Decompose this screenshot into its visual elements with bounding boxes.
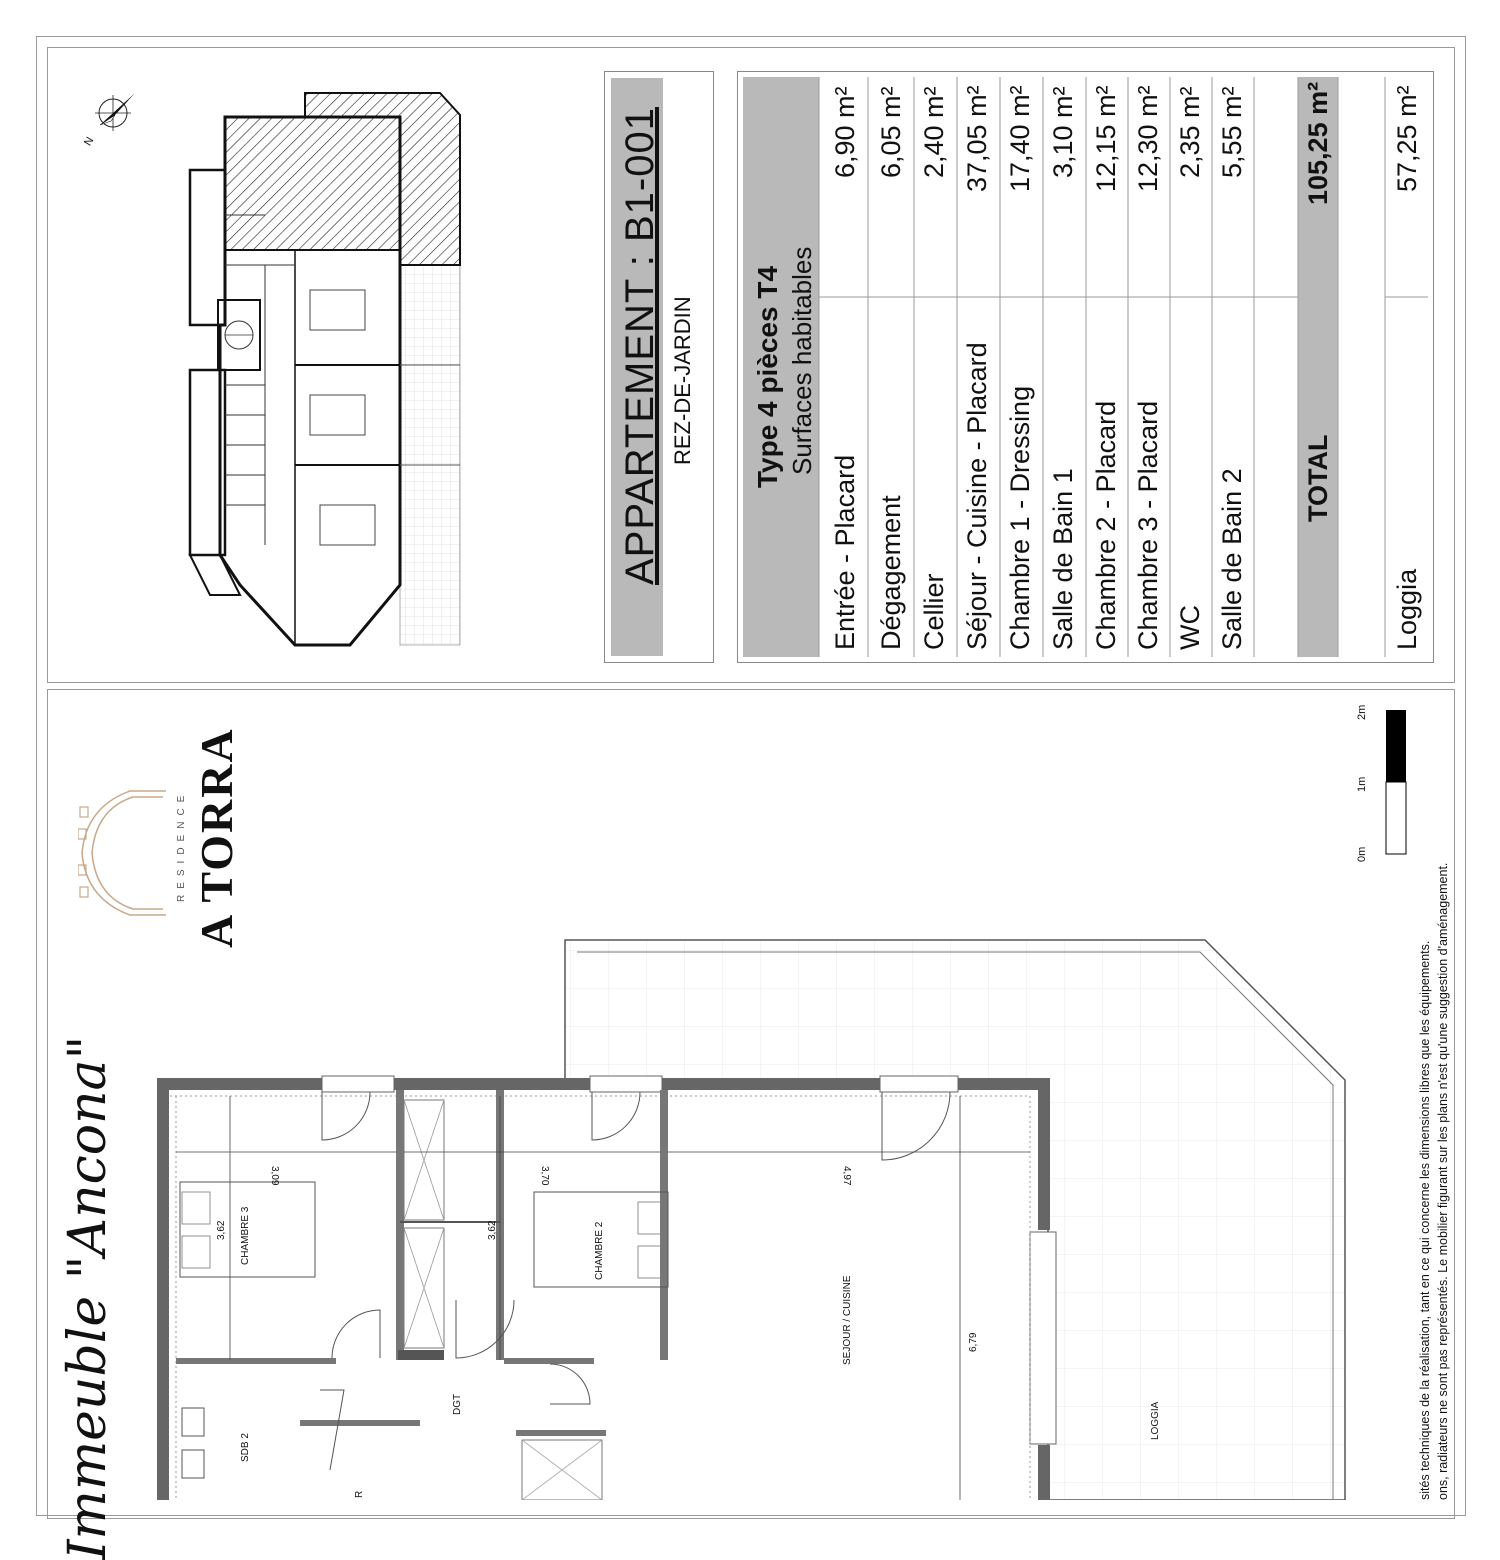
row-value-entree: 6,90 m² [830, 86, 860, 178]
row-label-sdb1: Salle de Bain 1 [1048, 468, 1078, 650]
row-label-cellier: Cellier [919, 573, 949, 650]
row-label-entree: Entrée - Placard [830, 454, 860, 650]
scale-label-0m: 0m [1356, 846, 1368, 862]
row-value-sejour: 37,05 m² [962, 85, 992, 192]
row-label-sejour: Séjour - Cuisine - Placard [962, 342, 992, 650]
loggia-value: 57,25 m² [1392, 85, 1422, 192]
table-subtitle: Surfaces habitables [787, 246, 817, 475]
note-line-1: sités techniques de la réalisation, tant en ce qui concerne les dimensions libres que les équipements. [1418, 940, 1432, 1500]
dim-497: 4,97 [841, 1166, 852, 1186]
loggia-plan-label: LOGGIA [1150, 1401, 1161, 1440]
dim-370: 3,70 [539, 1166, 550, 1186]
row-value-sdb1: 3,10 m² [1048, 86, 1078, 178]
loggia-label: Loggia [1392, 568, 1422, 650]
logo-residence: RESIDENCE [176, 789, 187, 902]
table-type-title: Type 4 pièces T4 [752, 265, 783, 488]
total-label: TOTAL [1303, 434, 1333, 522]
row-value-wc: 2,35 m² [1175, 86, 1205, 178]
dim-362b: 3,62 [487, 1220, 498, 1240]
apartment-title: APPARTEMENT : B1-001 [618, 107, 662, 585]
scale-label-2m: 2m [1356, 704, 1368, 720]
logo-name: A TORRA [191, 727, 242, 948]
sejour-label: SEJOUR / CUISINE [842, 1275, 853, 1365]
row-value-degagement: 6,05 m² [876, 86, 906, 178]
sdb2-label: SDB 2 [240, 1433, 251, 1462]
row-value-chambre3: 12,30 m² [1133, 85, 1163, 192]
dim-309: 3,09 [269, 1166, 280, 1186]
apartment-level: REZ-DE-JARDIN [670, 296, 695, 465]
row-label-sdb2: Salle de Bain 2 [1217, 468, 1247, 650]
chambre3-label: CHAMBRE 3 [240, 1206, 251, 1265]
building-name: Immeuble "Ancona" [58, 1035, 118, 1560]
dim-362a: 3,62 [216, 1220, 227, 1240]
row-value-chambre1: 17,40 m² [1005, 85, 1035, 192]
row-value-chambre2: 12,15 m² [1091, 85, 1121, 192]
scale-label-1m: 1m [1356, 776, 1368, 792]
chambre2-label: CHAMBRE 2 [594, 1221, 605, 1280]
dgt-label: DGT [452, 1393, 463, 1415]
note-line-2: ons, radiateurs ne sont pas représentés. Le mobilier figurant sur les plans n'est qu'une suggestion d'aménagement. [1436, 862, 1450, 1500]
row-label-chambre1: Chambre 1 - Dressing [1005, 385, 1035, 650]
row-value-sdb2: 5,55 m² [1217, 86, 1247, 178]
dim-679: 6,79 [968, 1332, 979, 1352]
partial-room-label: R [354, 1490, 365, 1498]
row-label-wc: WC [1175, 605, 1205, 650]
total-value: 105,25 m² [1303, 81, 1333, 205]
row-label-chambre3: Chambre 3 - Placard [1133, 400, 1163, 650]
row-label-degagement: Dégagement [876, 495, 906, 650]
row-label-chambre2: Chambre 2 - Placard [1091, 400, 1121, 650]
compass-north-label: N [82, 135, 97, 148]
row-value-cellier: 2,40 m² [919, 86, 949, 178]
